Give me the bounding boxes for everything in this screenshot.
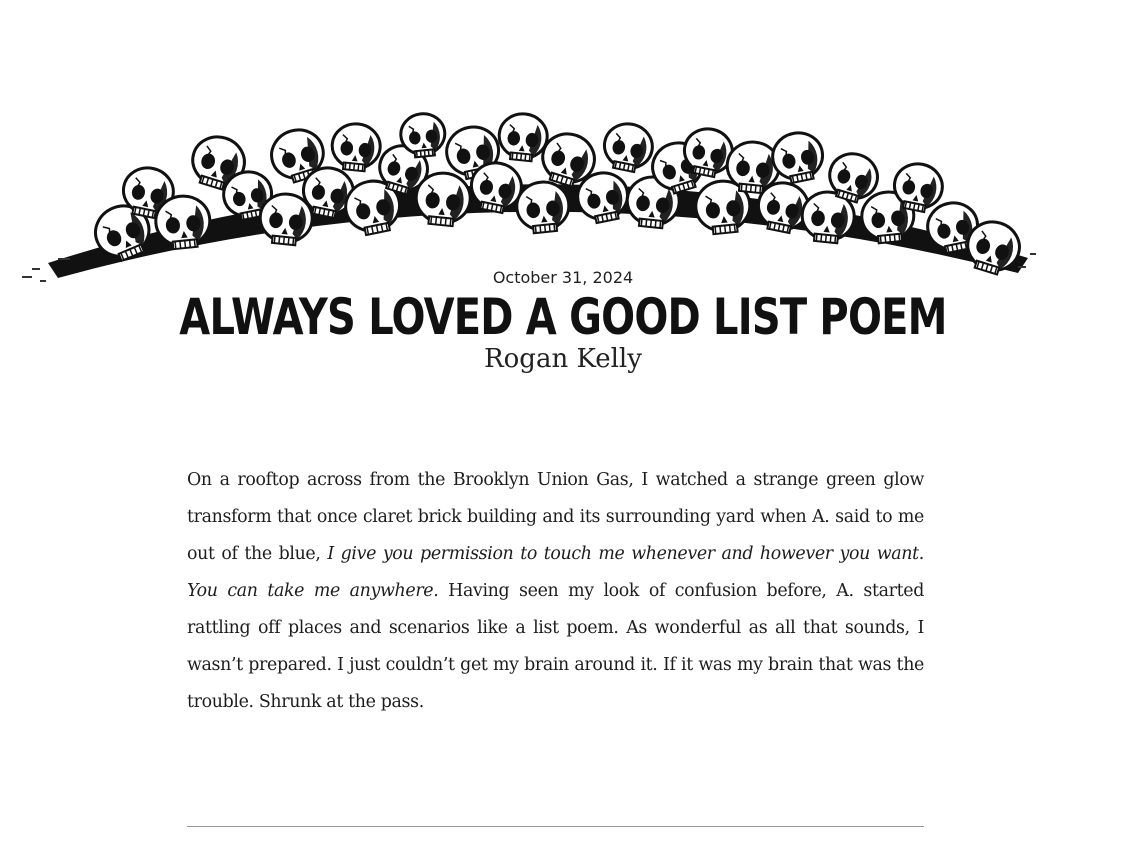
poem-text-3: Having seen my look of confusion before, A. started rattling off places and scenarios like a list poem. As wonderful as all that sounds, I wasn’t prepared. I just couldn’t get my brain around it. If it was my brain that was the trouble. Shrunk at the pass. xyxy=(187,581,924,712)
poem-text-italic: I give you permission to touch me whenever and however you want. You can take me anywhere. xyxy=(187,544,924,601)
post-title: ALWAYS LOVED A GOOD LIST POEM xyxy=(179,288,947,346)
poem-body xyxy=(187,462,924,721)
post-date: October 31, 2024 xyxy=(492,268,634,287)
poem-text-1: On a rooftop across from the Brooklyn Union Gas, I watched a strange green glow transform that once claret brick building and its surrounding yard when A. said to me out of the blue, xyxy=(187,470,924,564)
footer-divider xyxy=(187,826,924,827)
post-author[interactable]: Rogan Kelly xyxy=(484,344,642,374)
skulls-illustration-icon xyxy=(18,108,1042,288)
